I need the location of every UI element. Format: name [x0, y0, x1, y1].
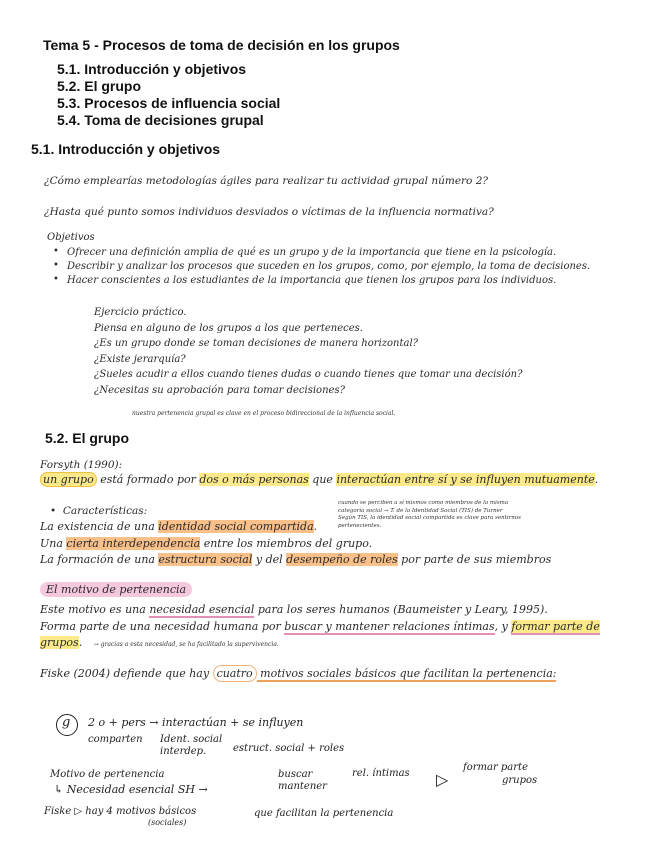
circled-cuatro: cuatro	[213, 665, 257, 682]
note-formar-parte: formar parte	[463, 762, 528, 773]
toc-item-1[interactable]: 5.1. Introducción y objetivos	[57, 61, 247, 77]
toc-item-3[interactable]: 5.3. Procesos de influencia social	[57, 95, 281, 111]
exercise-block	[94, 305, 522, 398]
exercise-line: Ejercicio práctico.	[94, 307, 187, 318]
exercise-line: ¿Necesitas su aprobación para tomar decisiones?	[94, 384, 345, 396]
side-note-line: Según TIS, la identidad social compartida es clave para sentirnos	[338, 515, 521, 521]
toc-item-2[interactable]: 5.2. El grupo	[57, 78, 142, 94]
char-text: La existencia de una	[40, 520, 159, 533]
motivo-text: .	[78, 636, 83, 649]
toc-item-4[interactable]: 5.4. Toma de decisiones grupal	[57, 112, 264, 128]
objectives-label: Objetivos	[47, 232, 95, 243]
objective-item: • Ofrecer una definición amplia de qué es un grupo y de la importancia que tiene en la psicología.	[47, 247, 590, 261]
highlight-roles: desempeño de roles	[286, 553, 398, 566]
section-heading-intro: 5.1. Introducción y objetivos	[31, 141, 221, 157]
citation-forsyth: Forsyth (1990):	[40, 459, 123, 471]
section-heading-group: 5.2. El grupo	[45, 430, 130, 446]
note-motivo: Motivo de pertenencia	[50, 769, 165, 780]
motivo-line-3	[40, 636, 279, 649]
objective-item: • Hacer conscientes a los estudiantes de la importancia que tienen los grupos para los individuos.	[47, 275, 590, 289]
side-annotation	[338, 500, 521, 530]
characteristics-text: Características:	[62, 505, 148, 517]
underline-necesidad: necesidad esencial	[149, 603, 255, 616]
characteristic-3	[40, 553, 551, 566]
characteristics-label	[50, 505, 147, 517]
circle-g-letter: g	[62, 715, 71, 730]
characteristic-2	[40, 537, 372, 550]
motivo-text: , y	[494, 620, 512, 633]
bullet-icon: •	[50, 505, 63, 517]
highlight-dos-personas: dos o más personas	[199, 473, 309, 486]
note-comparten: comparten	[88, 734, 143, 745]
motivo-text: Este motivo es una	[40, 603, 150, 616]
note-fiske: Fiske ▷ hay 4 motivos básicos	[44, 806, 197, 817]
note-grupos: grupos	[502, 775, 538, 786]
question-influence: ¿Hasta qué punto somos individuos desviados o víctimas de la influencia normativa?	[44, 206, 494, 218]
note-estructura: estruct. social + roles	[233, 743, 345, 754]
char-text: entre los miembros del grupo.	[200, 537, 373, 550]
motivo-line-2	[40, 620, 600, 633]
highlight-estructura: estructura social	[158, 553, 253, 566]
note-line-1: 2 o + pers → interactúan + se influyen	[88, 716, 304, 729]
highlight-grupos: grupos	[40, 636, 79, 649]
note-ident-social: Ident. social	[160, 734, 223, 745]
note-interdep: interdep.	[160, 746, 207, 757]
char-text: por parte de sus miembros	[397, 553, 552, 566]
tiny-annotation: nuestra pertenencia grupal es clave en el proceso bidireccional de la influencia social.	[132, 410, 396, 417]
exercise-line: Piensa en alguno de los grupos a los que perteneces.	[94, 322, 363, 334]
exercise-line: ¿Es un grupo donde se toman decisiones de manera horizontal?	[94, 338, 419, 349]
side-note-line: categoría social → T. de la Identidad Social (TIS) de Turner	[338, 507, 503, 514]
fiske-text: motivos sociales básicos que facilitan la pertenencia:	[256, 667, 557, 680]
char-text: Una	[40, 537, 67, 550]
definition-text: está formado por	[96, 473, 200, 486]
motivo-line-1	[40, 603, 548, 616]
highlight-formar-parte: formar parte de	[511, 620, 600, 633]
fiske-line	[40, 667, 556, 680]
characteristic-1	[40, 520, 317, 533]
group-definition	[40, 473, 598, 486]
motivo-title: El motivo de pertenencia	[40, 582, 192, 597]
objectives-list	[47, 247, 590, 289]
note-sociales: (sociales)	[148, 818, 187, 827]
motivo-text: para los seres humanos (Baumeister y Leary, 1995).	[254, 603, 548, 616]
highlight-interactuan: interactúan entre sí y se influyen mutuamente	[336, 473, 595, 486]
survival-annotation: → gracias a esta necesidad, se ha facilitado la supervivencia.	[93, 641, 279, 648]
side-note-line: cuando se perciben a sí mismos como miembros de la misma	[338, 500, 509, 506]
char-text: La formación de una	[40, 553, 159, 566]
note-buscar: buscar	[278, 769, 313, 780]
highlight-identidad: identidad social compartida	[158, 520, 314, 533]
note-rel-intimas: rel. íntimas	[352, 768, 410, 779]
note-facilitan: que facilitan la pertenencia	[254, 808, 394, 819]
highlight-un-grupo: un grupo	[40, 472, 97, 487]
side-note-line: pertenecientes.	[338, 522, 382, 529]
objective-item: • Describir y analizar los procesos que suceden en los grupos, como, por ejemplo, la toma de decisiones.	[47, 261, 590, 275]
char-text: .	[313, 520, 318, 533]
note-necesidad: ↳ Necesidad esencial SH →	[54, 783, 208, 796]
fiske-text: Fiske (2004) defiende que hay	[40, 667, 213, 680]
document-title: Tema 5 - Procesos de toma de decisión en los grupos	[43, 37, 400, 53]
circle-g-icon	[56, 714, 78, 736]
note-mantener: mantener	[278, 781, 327, 792]
exercise-line: ¿Existe jerarquía?	[94, 353, 186, 365]
char-text: y del	[252, 553, 287, 566]
triangle-arrow-icon: ▷	[436, 770, 449, 789]
underline-relaciones: buscar y mantener relaciones íntimas	[284, 620, 495, 633]
definition-text: que	[308, 473, 337, 486]
definition-text: .	[594, 473, 599, 486]
question-agile: ¿Cómo emplearías metodologías ágiles para realizar tu actividad grupal número 2?	[44, 175, 489, 187]
motivo-text: Forma parte de una necesidad humana por	[40, 620, 285, 633]
exercise-line: ¿Sueles acudir a ellos cuando tienes dudas o cuando tienes que tomar una decisión?	[94, 369, 523, 380]
highlight-interdependencia: cierta interdependencia	[66, 537, 201, 550]
